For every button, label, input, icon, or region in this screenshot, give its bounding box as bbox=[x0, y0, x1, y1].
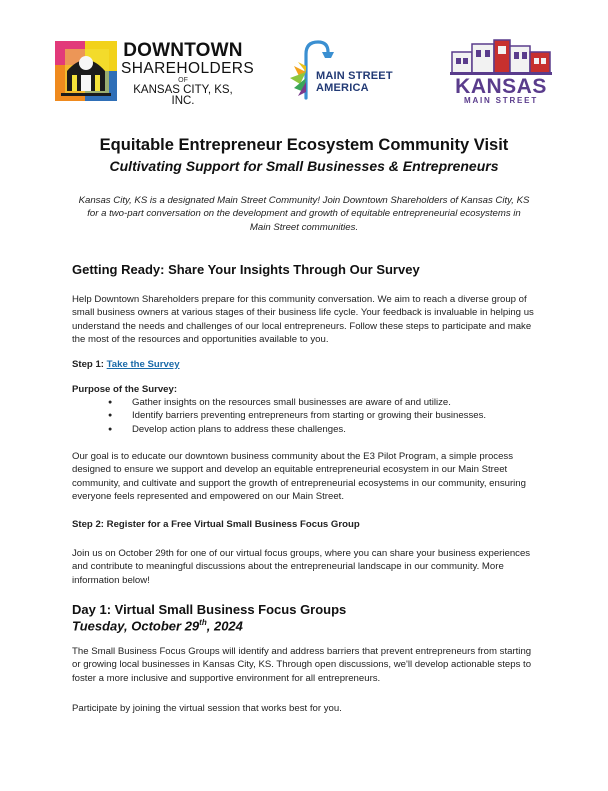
logo-of-text: OF bbox=[178, 76, 188, 84]
getting-ready-paragraph: Help Downtown Shareholders prepare for this community conversation. We aim to reach a diverse group of small business owners at various stages of their business life cycle. Your feedback is invaluable in helping us understand the needs and challenges of our local entrepreneurs. Follow these steps to participate and make the most of the resources and opportunities available to you. bbox=[72, 294, 534, 345]
take-survey-link[interactable]: Take the Survey bbox=[106, 359, 180, 370]
main-street-america-logo bbox=[276, 38, 406, 103]
logo-kansas-text: KANSAS bbox=[455, 75, 547, 98]
logo-main-street-text: MAIN STREET bbox=[316, 70, 393, 82]
day1-date-sup: th bbox=[199, 618, 207, 627]
day1-paragraph: The Small Business Focus Groups will identify and address barriers that prevent entrepreneurs from starting or growing local businesses in Kansas City, KS. Through open discussions, we'll develop actionable steps to foster a more inclusive and supportive environment for all entrepreneurs. bbox=[72, 646, 532, 684]
downtown-shareholders-logo bbox=[55, 40, 255, 107]
purpose-list bbox=[108, 396, 486, 436]
list-item: ● Identify barriers preventing entrepreneurs from starting or growing their businesses. bbox=[108, 409, 486, 422]
getting-ready-heading: Getting Ready: Share Your Insights Through Our Survey bbox=[72, 262, 420, 277]
logo-kansas-city-text: KANSAS CITY, KS, INC. bbox=[133, 83, 233, 107]
downtown-shareholders-emblem-icon bbox=[55, 41, 117, 101]
participate-paragraph: Participate by joining the virtual session that works best for you. bbox=[72, 703, 342, 714]
day1-date-prefix: Tuesday, October 29 bbox=[72, 618, 200, 634]
kansas-main-street-logo bbox=[448, 38, 554, 104]
logo-shareholders-text: SHAREHOLDERS bbox=[121, 60, 255, 77]
step1-line bbox=[72, 358, 542, 371]
step2-heading: Step 2: Register for a Free Virtual Small Business Focus Group bbox=[72, 519, 360, 530]
logo-downtown-text: DOWNTOWN bbox=[123, 40, 243, 61]
day1-heading: Day 1: Virtual Small Business Focus Groups bbox=[72, 602, 347, 617]
page-title: Equitable Entrepreneur Ecosystem Community Visit bbox=[99, 136, 509, 154]
purpose-heading: Purpose of the Survey: bbox=[72, 384, 178, 395]
step1-label: Step 1: bbox=[72, 359, 107, 370]
day1-date bbox=[72, 618, 243, 633]
storefront-icon bbox=[448, 38, 554, 76]
list-item: ● Develop action plans to address these challenges. bbox=[108, 423, 486, 436]
goal-paragraph: Our goal is to educate our downtown business community about the E3 Pilot Program, a simple process designed to ensure we support and develop an equitable entrepreneurial ecosystem in our Main Street community, and cultivate and support the growth of entrepreneurial ecosystems in our community, ensuring everyone feels represented and empowered on our Main Street. bbox=[72, 451, 526, 502]
page-subtitle: Cultivating Support for Small Businesses & Entrepreneurs bbox=[109, 158, 499, 174]
logo-main-street-subtext: MAIN STREET bbox=[463, 96, 539, 105]
logo-america-text: AMERICA bbox=[316, 81, 369, 94]
day1-date-suffix: , 2024 bbox=[206, 618, 243, 634]
intro-paragraph: Kansas City, KS is a designated Main Street Community! Join Downtown Shareholders of Kansas City, KS for a two-part conversation on the development and growth of equitable entrepreneurial ecosystems in Main Street communities. bbox=[78, 195, 530, 233]
step2-paragraph: Join us on October 29th for one of our virtual focus groups, where you can share your business experiences and contribute to meaningful discussions about the entrepreneurial landscape in our community. More information below! bbox=[72, 548, 531, 586]
list-item: ● Gather insights on the resources small businesses are aware of and utilize. bbox=[108, 396, 486, 409]
